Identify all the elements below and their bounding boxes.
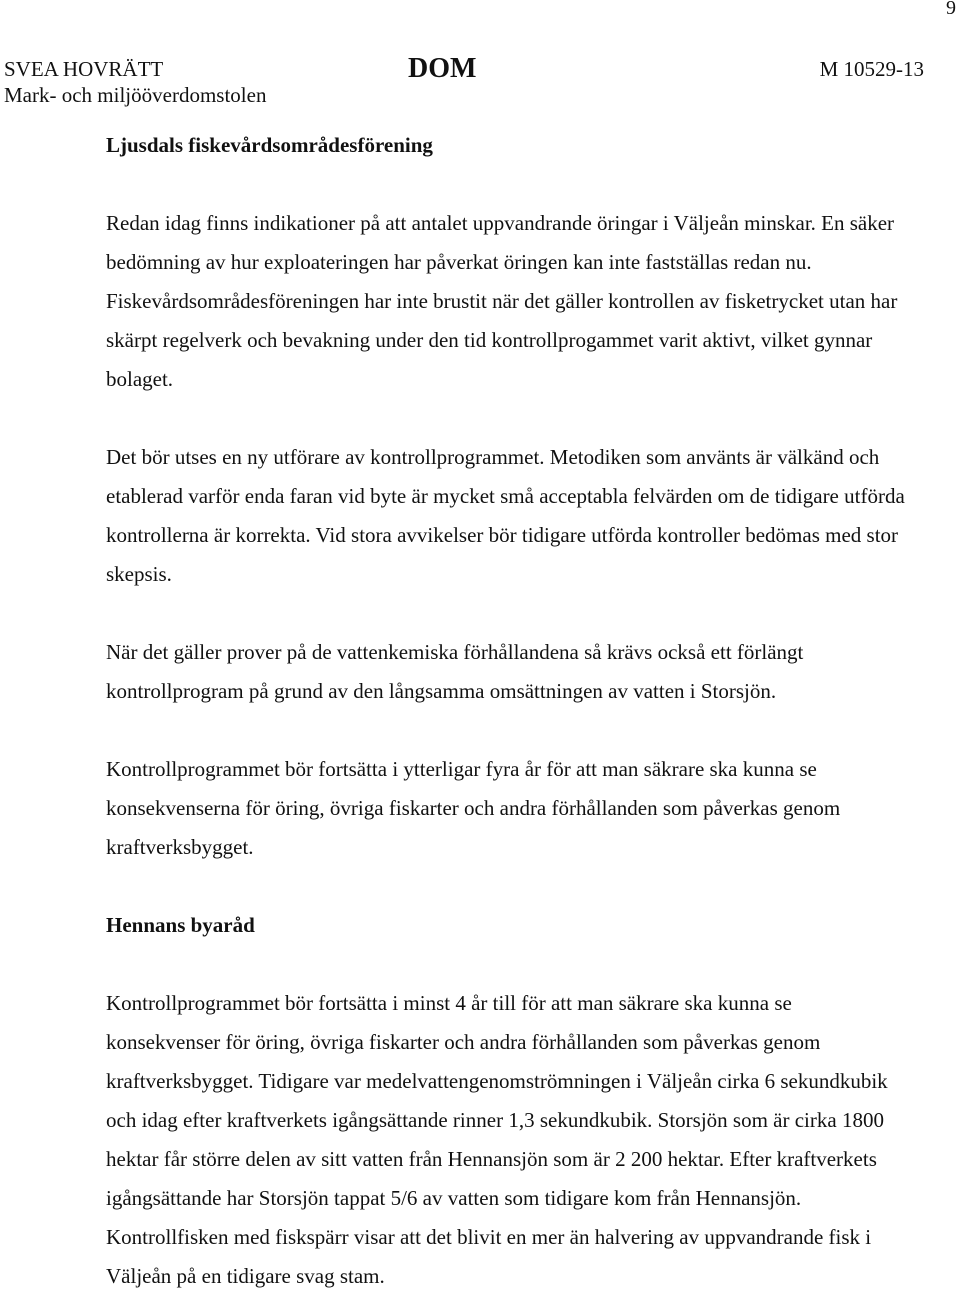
court-name: SVEA HOVRÄTT [4, 57, 164, 81]
court-division: Mark- och miljööverdomstolen [4, 83, 267, 107]
paragraph: Kontrollprogrammet bör fortsätta i minst 4 år till för att man säkrare ska kunna se konsekvenser för öring, övriga fiskarter och andra förhållanden som påverkas genom kraftverksbygget. Tidigare var medelvattengenomströmningen i Väljeån cirka 6 sekundkubik och idag efter kraftverkets igångsättande rinner 1,3 sekundkubik. Storsjön som är cirka 1800 hektar får större delen av sitt vatten från Hennansjön som är 2 200 hektar. Efter kraftverkets igångsättande har Storsjön tappat 5/6 av vatten som tidigare kom från Hennansjön. Kontrollfisken med fiskspärr visar att det blivit en mer än halvering av uppvandrande fisk i Väljeån på en tidigare svag stam. [106, 991, 888, 1288]
paragraph: När det gäller prover på de vattenkemiska förhållandena så krävs också ett förlängt kontrollprogram på grund av den långsamma omsättningen av vatten i Storsjön. [106, 640, 804, 703]
paragraph: Det bör utses en ny utförare av kontrollprogrammet. Metodiken som använts är välkänd och etablerad varför enda faran vid byte är mycket små acceptabla felvärden om de tidigare utförda kontrollerna är korrekta. Vid stora avvikelser bör tidigare utförda kontroller bedömas med stor skepsis. [106, 445, 905, 586]
paragraph: Kontrollprogrammet bör fortsätta i ytterligar fyra år för att man säkrare ska kunna se konsekvenserna för öring, övriga fiskarter och andra förhållanden som påverkas genom kraftverksbygget. [106, 757, 841, 859]
document-type: DOM [408, 53, 477, 84]
page-number: 9 [946, 0, 956, 19]
case-number: M 10529-13 [819, 57, 924, 81]
paragraph: Redan idag finns indikationer på att antalet uppvandrande öringar i Väljeån minskar. En säker bedömning av hur exploateringen har påverkat öringen kan inte fastställas redan nu. Fiskevårdsområdesföreningen har inte brustit när det gäller kontrollen av fisketrycket utan har skärpt regelverk och bevakning under den tid kontrollprogammet varit aktivt, vilket gynnar bolaget. [106, 211, 898, 391]
document-body [106, 126, 906, 1296]
section-heading-ljusdals: Ljusdals fiskevårdsområdesförening [106, 133, 433, 157]
section-heading-hennans: Hennans byaråd [106, 913, 255, 937]
header-court-block [4, 56, 266, 108]
